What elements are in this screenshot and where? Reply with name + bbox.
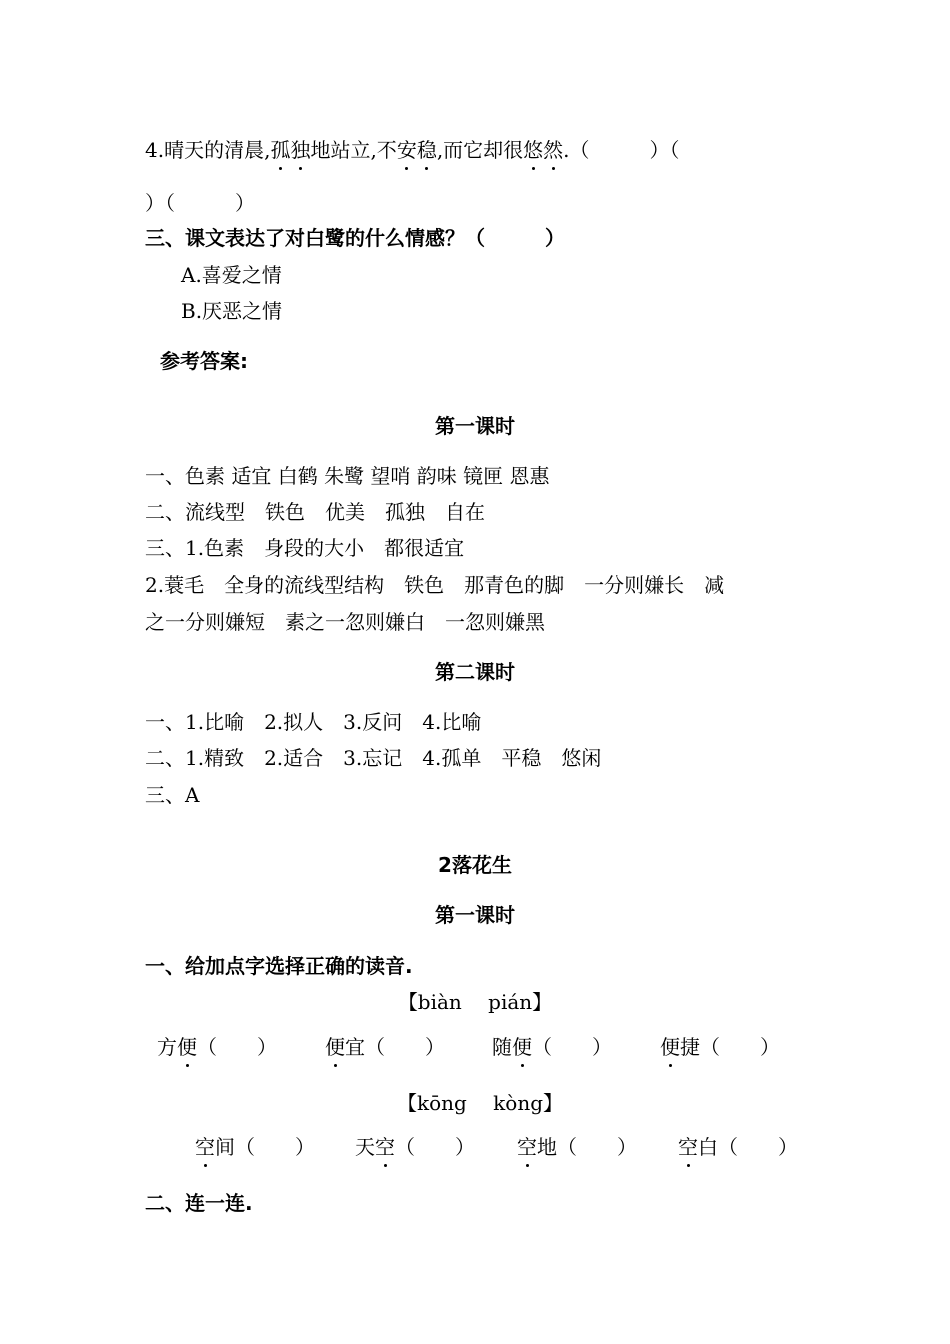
answer-line: 三、A [145,783,200,807]
dotted-char: 便 [512,1031,532,1060]
question-text: 地站立,不 [310,138,397,162]
word-suffix: 白（ ） [698,1135,798,1159]
word-prefix: 随 [492,1035,512,1059]
question-4-line-1 [145,134,680,163]
answer-line: 之一分则嫌短 素之一忽则嫌白 一忽则嫌黑 [145,610,545,634]
section-3-title: 三、课文表达了对白鹭的什么情感？（ ） [145,226,565,250]
dotted-char: 安 [397,134,417,163]
pinyin-options-kong: 【kōng kòng】 [396,1091,564,1115]
dotted-char: 悠 [523,134,543,163]
answer-line: 一、色素 适宜 白鹤 朱鹭 望哨 韵味 镜匣 恩惠 [145,464,550,488]
dotted-char: 稳 [417,134,437,163]
option-a: A.喜爱之情 [181,263,282,287]
word-suffix: 宜（ ） [345,1035,445,1059]
word-item [678,1131,798,1160]
word-item [492,1031,612,1060]
word-suffix: （ ） [395,1135,475,1159]
period-1-title: 第一课时 [435,414,515,438]
word-suffix: 地（ ） [537,1135,637,1159]
dotted-char: 然 [543,134,563,163]
word-prefix: 天 [355,1135,375,1159]
dotted-char: 空 [195,1131,215,1160]
option-b: B.厌恶之情 [181,299,283,323]
dotted-char: 空 [375,1131,395,1160]
word-suffix: （ ） [197,1035,277,1059]
question-text: 4.晴天的清晨, [145,138,271,162]
dotted-char: 便 [325,1031,345,1060]
lesson-2-period-title: 第一课时 [435,903,515,927]
pinyin-options-bian: 【biàn pián】 [397,990,553,1014]
word-suffix: 间（ ） [215,1135,315,1159]
dotted-char: 独 [290,134,310,163]
answer-line: 一、1.比喻 2.拟人 3.反问 4.比喻 [145,710,482,734]
answer-line: 三、1.色素 身段的大小 都很适宜 [145,536,465,560]
word-item [195,1131,315,1160]
dotted-char: 空 [678,1131,698,1160]
answer-line: 二、流线型 铁色 优美 孤独 自在 [145,500,485,524]
question-text: .（ ）（ [563,138,680,162]
word-prefix: 方 [157,1035,177,1059]
period-2-title: 第二课时 [435,660,515,684]
question-text: ,而它却很 [436,138,524,162]
lesson-2-title: 2落花生 [438,853,512,877]
lesson-2-section-2-title: 二、连一连. [145,1191,253,1215]
dotted-char: 便 [177,1031,197,1060]
word-item [660,1031,780,1060]
dotted-char: 孤 [270,134,290,163]
word-item [355,1131,475,1160]
word-item [157,1031,277,1060]
lesson-2-section-1-title: 一、给加点字选择正确的读音. [145,954,413,978]
answers-heading: 参考答案: [160,349,248,373]
question-4-line-2: ）（ ） [145,191,255,215]
word-suffix: 捷（ ） [680,1035,780,1059]
word-item [325,1031,445,1060]
dotted-char: 便 [660,1031,680,1060]
answer-line: 2.蓑毛 全身的流线型结构 铁色 那青色的脚 一分则嫌长 减 [145,573,725,597]
dotted-char: 空 [517,1131,537,1160]
word-item [517,1131,637,1160]
word-suffix: （ ） [532,1035,612,1059]
answer-line: 二、1.精致 2.适合 3.忘记 4.孤单 平稳 悠闲 [145,746,602,770]
